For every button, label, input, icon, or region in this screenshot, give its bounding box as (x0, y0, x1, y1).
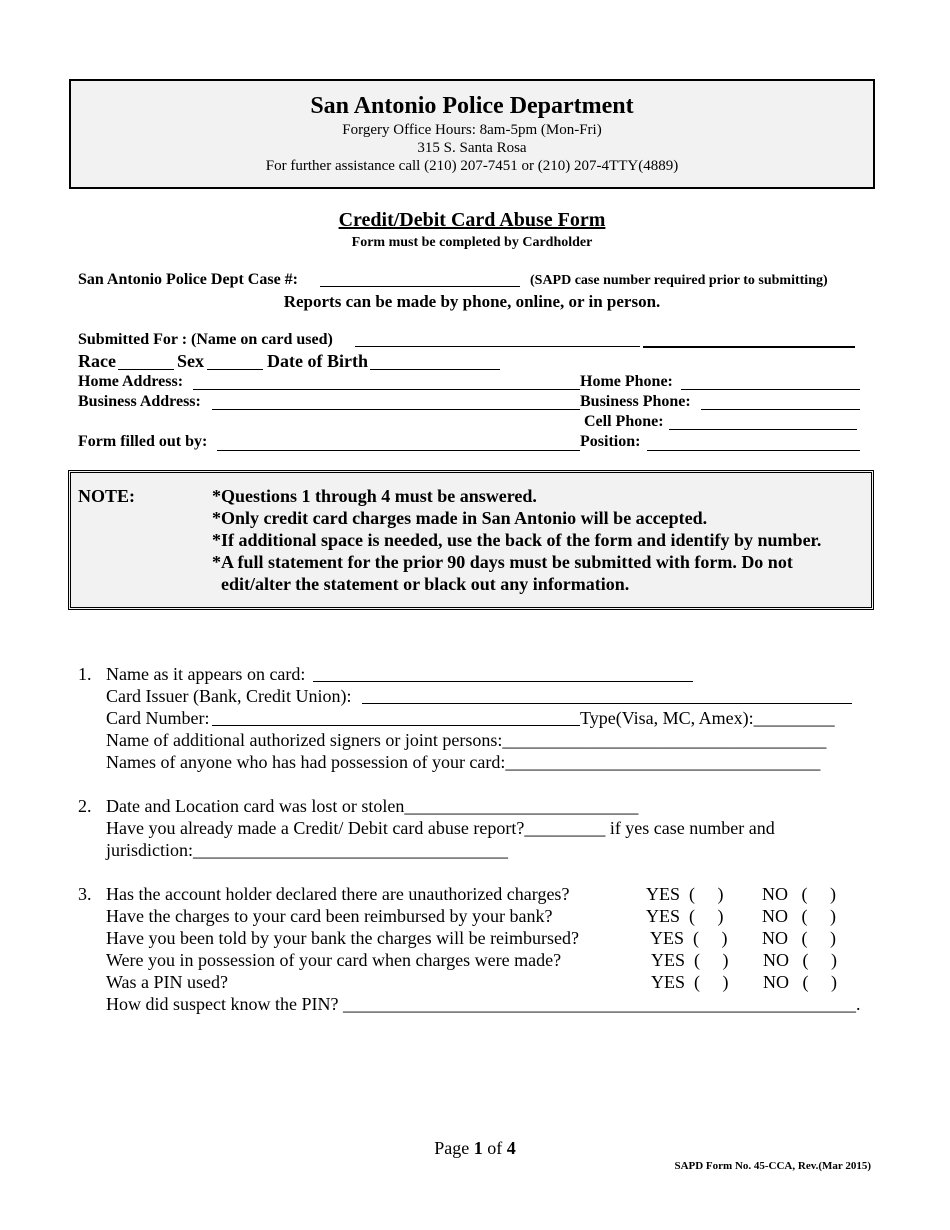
q3-question: Have the charges to your card been reimbursed by your bank? (106, 906, 553, 926)
q2-number: 2. (78, 796, 92, 816)
submitted-for-field[interactable] (355, 346, 640, 347)
q3-pin-how-label: How did suspect know the PIN? _________________________________________________________. (106, 994, 861, 1014)
q2-prior-report-label: Have you already made a Credit/ Debit card abuse report?_________ if yes case number and (106, 818, 775, 838)
q3-yes-option[interactable]: YES ( ) (650, 928, 728, 948)
note-label: NOTE: (78, 486, 136, 506)
page-prefix: Page (434, 1138, 470, 1158)
business-address-label: Business Address: (78, 393, 201, 410)
page-of: of (487, 1138, 503, 1158)
q1-signers-label: Name of additional authorized signers or joint persons:____________________________________ (106, 730, 827, 750)
q1-card-number-label: Card Number: (106, 708, 210, 728)
position-field[interactable] (647, 450, 860, 451)
business-address-field[interactable] (212, 409, 580, 410)
q3-question: Was a PIN used? (106, 972, 229, 992)
q1-name-label: Name as it appears on card: (106, 664, 306, 684)
home-address-label: Home Address: (78, 373, 184, 390)
form-subtitle: Form must be completed by Cardholder (351, 235, 593, 250)
page-indicator (0, 1138, 950, 1159)
q3-no-option[interactable]: NO ( ) (762, 884, 836, 904)
q3-question: Have you been told by your bank the charges will be reimbursed? (106, 928, 580, 948)
q3-question: Has the account holder declared there are unauthorized charges? (106, 884, 570, 904)
office-hours: Forgery Office Hours: 8am-5pm (Mon-Fri) (342, 122, 602, 138)
cell-phone-field[interactable] (669, 429, 857, 430)
case-number-label: San Antonio Police Dept Case #: (78, 271, 298, 288)
business-phone-field[interactable] (701, 409, 860, 410)
q2-lost-label: Date and Location card was lost or stolen__________________________ (106, 796, 639, 816)
q3-yes-option[interactable]: YES ( ) (646, 884, 724, 904)
race-field[interactable] (118, 369, 174, 370)
note-line: *Questions 1 through 4 must be answered. (212, 486, 537, 506)
note-line: edit/alter the statement or black out any information. (221, 574, 630, 594)
form-number: SAPD Form No. 45-CCA, Rev.(Mar 2015) (674, 1160, 871, 1172)
report-methods: Reports can be made by phone, online, or in person. (283, 292, 661, 311)
page-total: 4 (506, 1138, 516, 1158)
q1-type-label: Type(Visa, MC, Amex):_________ (580, 708, 835, 728)
business-phone-label: Business Phone: (580, 393, 691, 410)
q3-question: Were you in possession of your card when charges were made? (106, 950, 562, 970)
page-current: 1 (473, 1138, 483, 1158)
q2-jurisdiction-label: jurisdiction:___________________________________ (106, 840, 508, 860)
dob-label: Date of Birth (267, 351, 368, 371)
q1-name-field[interactable] (313, 681, 693, 682)
sex-field[interactable] (207, 369, 263, 370)
home-phone-field[interactable] (681, 389, 860, 390)
q1-possession-label: Names of anyone who has had possession of your card:___________________________________ (106, 752, 821, 772)
form-title: Credit/Debit Card Abuse Form (338, 209, 606, 231)
case-number-field[interactable] (320, 286, 520, 287)
q3-yes-option[interactable]: YES ( ) (651, 972, 729, 992)
note-line: *If additional space is needed, use the back of the form and identify by number. (212, 530, 822, 550)
q1-number: 1. (78, 664, 92, 684)
home-address-field[interactable] (193, 389, 580, 390)
office-address: 315 S. Santa Rosa (417, 140, 527, 156)
q3-no-option[interactable]: NO ( ) (763, 972, 837, 992)
sex-label: Sex (177, 351, 204, 371)
assistance-phone: For further assistance call (210) 207-7451 or (210) 207-4TTY(4889) (265, 158, 679, 174)
submitted-for-field-2[interactable] (643, 346, 855, 348)
position-label: Position: (580, 433, 641, 450)
q3-no-option[interactable]: NO ( ) (763, 950, 837, 970)
q3-no-option[interactable]: NO ( ) (762, 928, 836, 948)
q3-yes-option[interactable]: YES ( ) (646, 906, 724, 926)
filled-by-label: Form filled out by: (78, 433, 208, 450)
note-line: *Only credit card charges made in San Antonio will be accepted. (212, 508, 708, 528)
q3-yes-option[interactable]: YES ( ) (651, 950, 729, 970)
dob-field[interactable] (370, 369, 500, 370)
note-line: *A full statement for the prior 90 days must be submitted with form. Do not (212, 552, 793, 572)
q3-number: 3. (78, 884, 92, 904)
submitted-for-label: Submitted For : (Name on card used) (78, 331, 333, 348)
filled-by-field[interactable] (217, 450, 580, 451)
department-title: San Antonio Police Department (310, 93, 634, 119)
q3-no-option[interactable]: NO ( ) (762, 906, 836, 926)
home-phone-label: Home Phone: (580, 373, 673, 390)
cell-phone-label: Cell Phone: (584, 413, 664, 430)
q1-issuer-field[interactable] (362, 703, 852, 704)
race-label: Race (78, 351, 116, 371)
case-number-note: (SAPD case number required prior to submitting) (530, 273, 828, 288)
q1-issuer-label: Card Issuer (Bank, Credit Union): (106, 686, 352, 706)
q1-card-number-field[interactable] (212, 725, 580, 726)
